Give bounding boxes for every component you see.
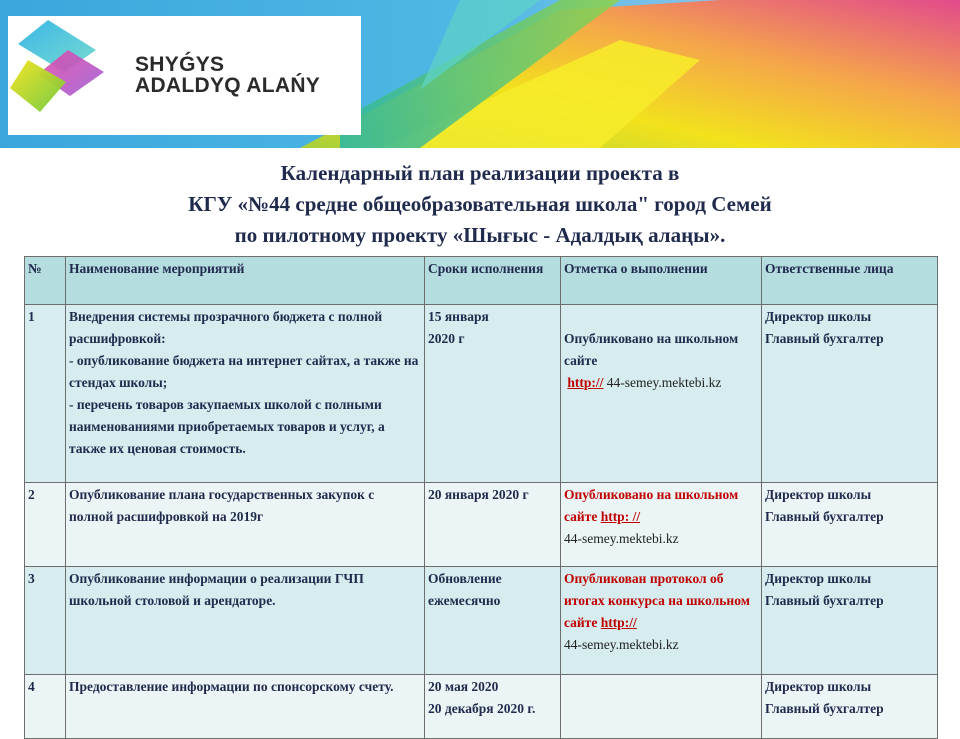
status-text: Опубликовано на школьном сайте xyxy=(564,487,739,524)
deadline-line: 20 мая 2020 xyxy=(428,679,499,694)
deadline xyxy=(425,675,561,739)
deadline-line: 15 января xyxy=(428,309,489,324)
responsible-line: Главный бухгалтер xyxy=(765,593,884,608)
status-link[interactable]: http: // xyxy=(600,509,641,524)
status-url: 44-semey.mektebi.kz xyxy=(564,637,679,652)
completion-status xyxy=(561,483,762,567)
header-deadline: Сроки исполнения xyxy=(425,257,561,305)
deadline: 20 января 2020 г xyxy=(425,483,561,567)
row-number: 4 xyxy=(25,675,66,739)
responsible-line: Главный бухгалтер xyxy=(765,331,884,346)
header-status: Отметка о выполнении xyxy=(561,257,762,305)
deadline-line: ежемесячно xyxy=(428,593,501,608)
status-link[interactable]: http:// xyxy=(567,375,604,390)
event-name xyxy=(66,305,425,483)
row-number: 1 xyxy=(25,305,66,483)
title-line-1: Календарный план реализации проекта в xyxy=(280,161,680,185)
table-row xyxy=(25,567,938,675)
title-line-2: КГУ «№44 средне общеобразовательная школа" город Семей xyxy=(188,192,772,216)
event-line: - перечень товаров закупаемых школой с полными наименованиями приобретаемых товаров и услуг, а также их ценовая стоимость. xyxy=(69,397,385,456)
table-header-row xyxy=(25,257,938,305)
responsible-line: Директор школы xyxy=(765,309,872,324)
status-url: 44-semey.mektebi.kz xyxy=(603,375,722,390)
logo-panel xyxy=(8,16,361,135)
deadline xyxy=(425,305,561,483)
responsible-line: Директор школы xyxy=(765,487,872,502)
status-text: Опубликован протокол об итогах конкурса на школьном сайте xyxy=(564,571,750,630)
responsible xyxy=(762,567,938,675)
header-number: № xyxy=(25,257,66,305)
event-name: Опубликование плана государственных закупок с полной расшифровкой на 2019г xyxy=(66,483,425,567)
deadline-line: 20 декабря 2020 г. xyxy=(428,701,536,716)
table-row xyxy=(25,675,938,739)
responsible xyxy=(762,675,938,739)
responsible xyxy=(762,483,938,567)
event-name: Предоставление информации по спонсорскому счету. xyxy=(66,675,425,739)
responsible-line: Главный бухгалтер xyxy=(765,509,884,524)
deadline-line: Обновление xyxy=(428,571,502,586)
responsible-line: Директор школы xyxy=(765,571,872,586)
deadline xyxy=(425,567,561,675)
event-line: Внедрения системы прозрачного бюджета с полной расшифровкой: xyxy=(69,309,383,346)
row-number: 2 xyxy=(25,483,66,567)
header-event-name: Наименование мероприятий xyxy=(66,257,425,305)
plan-table xyxy=(24,256,938,739)
page-title xyxy=(0,158,960,251)
logo-icon xyxy=(8,16,108,116)
responsible xyxy=(762,305,938,483)
status-url: 44-semey.mektebi.kz xyxy=(564,531,679,546)
status-link[interactable]: http:// xyxy=(600,615,637,630)
row-number: 3 xyxy=(25,567,66,675)
responsible-line: Директор школы xyxy=(765,679,872,694)
title-line-3: по пилотному проекту «Шығыс - Адалдық алаңы». xyxy=(234,223,726,247)
table-row xyxy=(25,483,938,567)
logo-line-2: ADALDYQ ALAŃY xyxy=(135,74,321,97)
header-responsible: Ответственные лица xyxy=(762,257,938,305)
completion-status xyxy=(561,675,762,739)
table-row xyxy=(25,305,938,483)
status-text: Опубликовано на школьном сайте xyxy=(564,331,739,368)
event-name: Опубликование информации о реализации ГЧП школьной столовой и арендаторе. xyxy=(66,567,425,675)
responsible-line: Главный бухгалтер xyxy=(765,701,884,716)
completion-status xyxy=(561,567,762,675)
completion-status xyxy=(561,305,762,483)
deadline-line: 2020 г xyxy=(428,331,465,346)
logo-line-1: SHYǴYS xyxy=(135,53,225,76)
logo-wordmark xyxy=(135,54,320,96)
event-line: - опубликование бюджета на интернет сайтах, а также на стендах школы; xyxy=(69,353,419,390)
header-banner xyxy=(0,0,960,148)
